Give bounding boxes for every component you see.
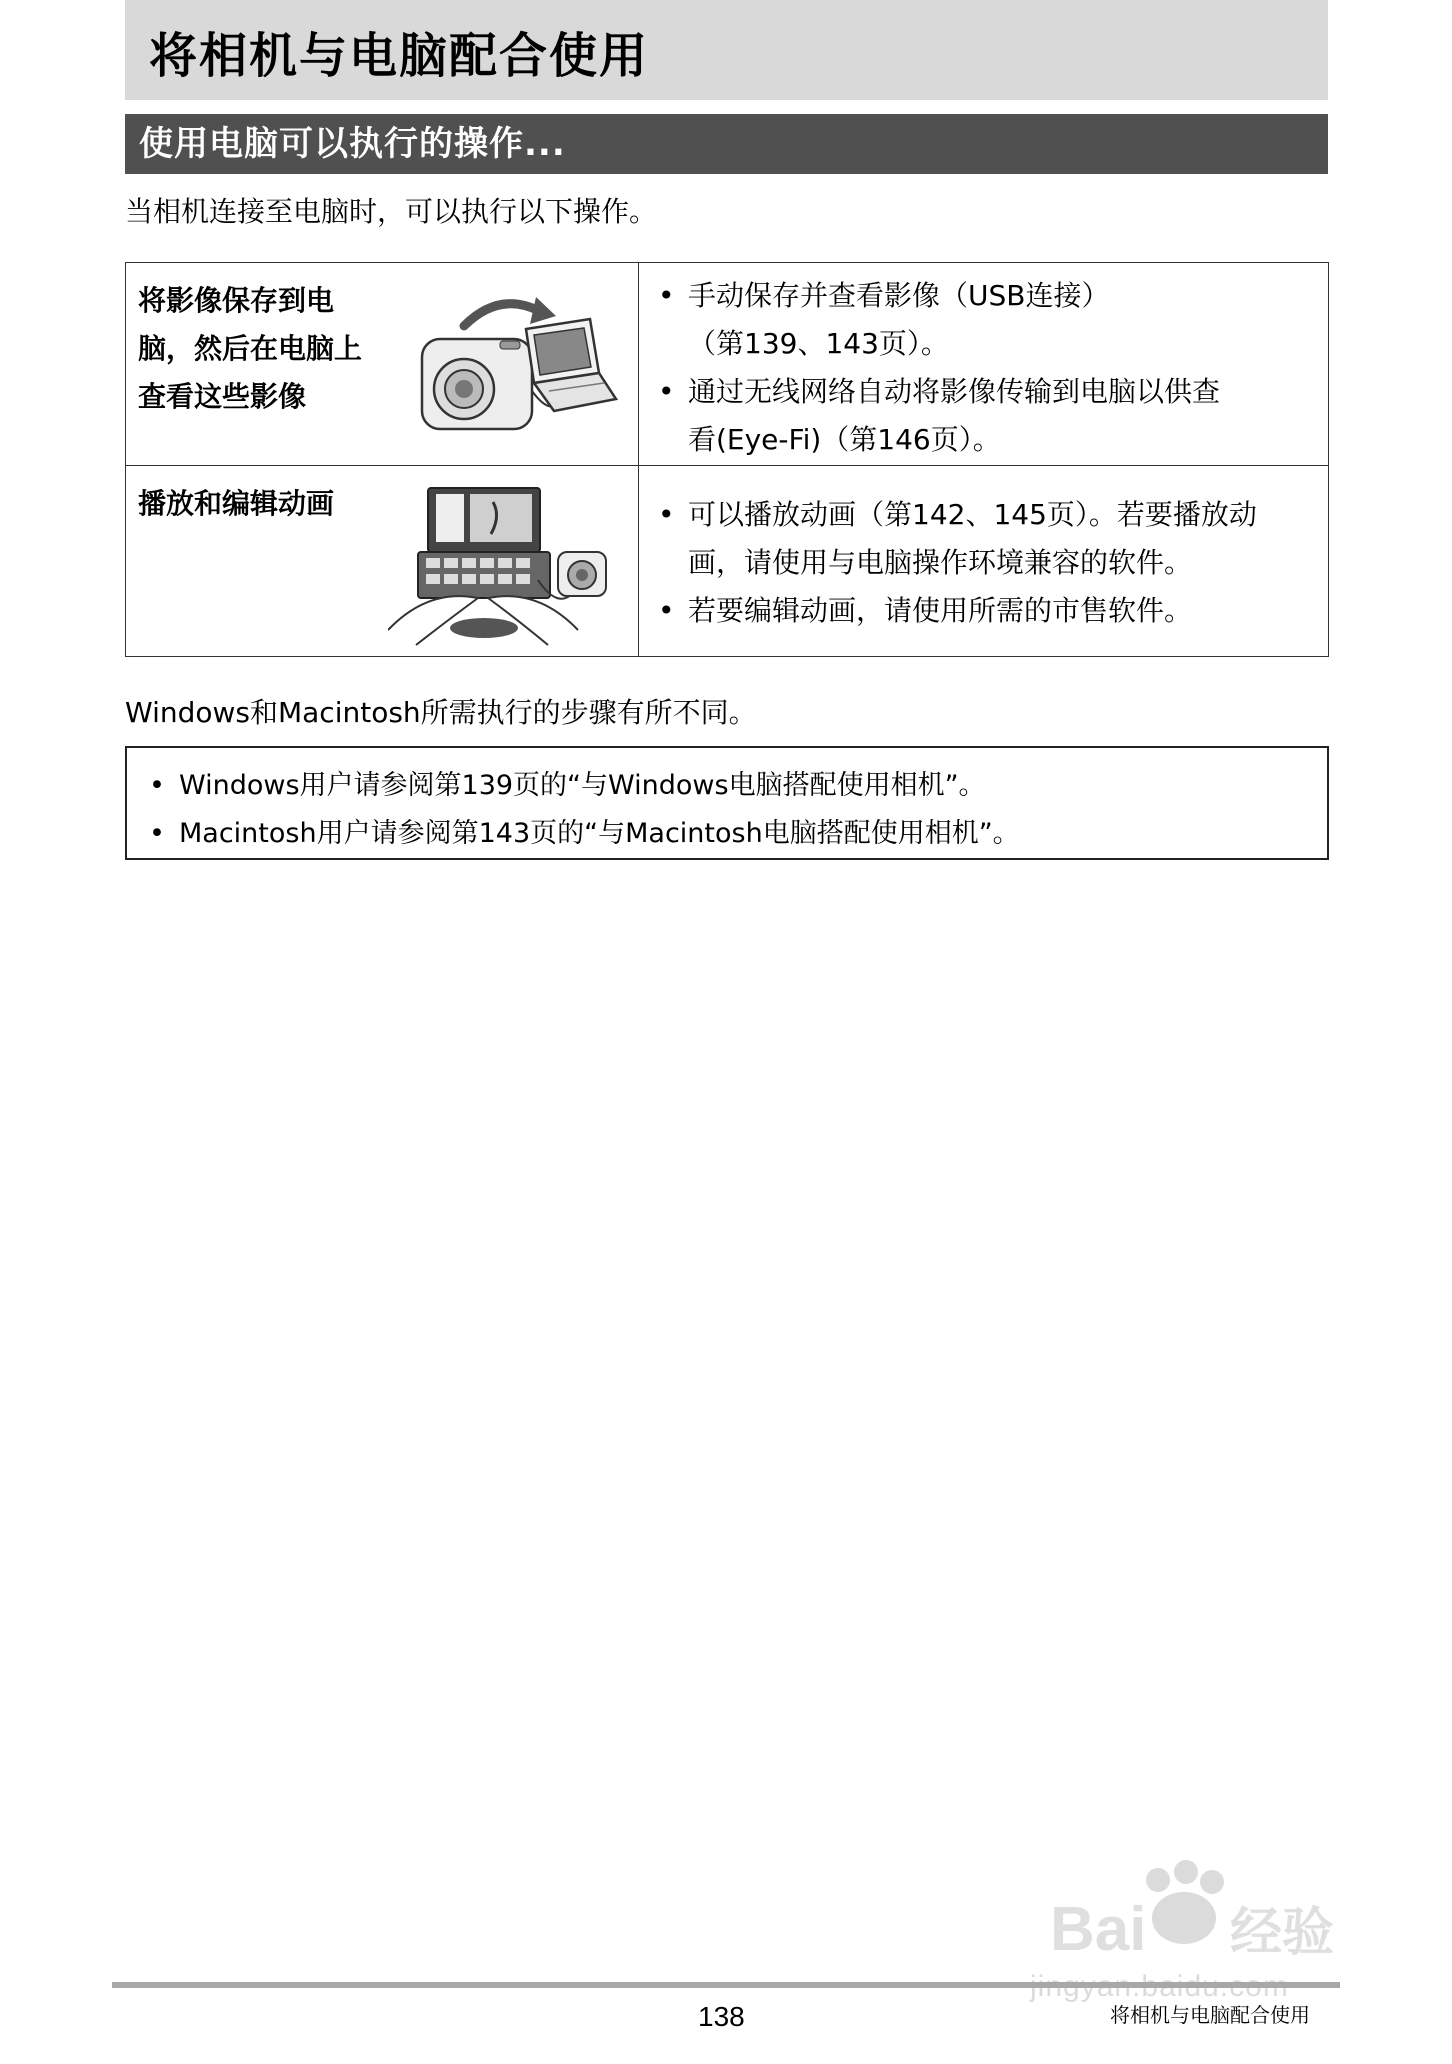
svg-text:经验: 经验 [1230, 1904, 1335, 1962]
feature-label: 播放和编辑动画 [138, 487, 335, 520]
list-item: • 若要编辑动画，请使用所需的市售软件。 [658, 594, 1193, 627]
reference-list [127, 748, 1327, 858]
feature-label: 将影像保存到电 脑，然后在电脑上 查看这些影像 [138, 284, 363, 413]
list-item: • 可以播放动画（第142、145页）。若要播放动 画，请使用与电脑操作环境兼容的软件。 [658, 498, 1257, 579]
section-header [125, 114, 1328, 174]
bullet-list [640, 467, 1327, 635]
svg-text:Bai: Bai [1050, 1895, 1147, 1964]
description-cell [639, 466, 1329, 657]
footer-divider [112, 1982, 1340, 1988]
page-title: 将相机与电脑配合使用 [149, 28, 650, 84]
reference-box [125, 746, 1329, 860]
operations-table [125, 262, 1329, 657]
feature-cell [126, 263, 639, 466]
page-header [125, 0, 1328, 100]
list-item: • Macintosh用户请参阅第143页的“与Macintosh电脑搭配使用相机”。 [149, 818, 1020, 849]
platform-note: Windows和Macintosh所需执行的步骤有所不同。 [125, 696, 757, 729]
laptop-editing-movie-icon [388, 480, 628, 650]
table-row [126, 466, 1329, 657]
section-title: 使用电脑可以执行的操作... [139, 124, 566, 164]
paw-logo-icon [1030, 1850, 1370, 1970]
page-number: 138 [698, 2001, 745, 2032]
list-item: • 通过无线网络自动将影像传输到电脑以供查 看(Eye-Fi)（第146页）。 [658, 375, 1221, 456]
bullet-list [640, 264, 1327, 464]
intro-text: 当相机连接至电脑时，可以执行以下操作。 [125, 195, 658, 228]
camera-to-laptop-icon [404, 281, 624, 446]
footer-section-title: 将相机与电脑配合使用 [1110, 2003, 1310, 2027]
description-cell [639, 263, 1329, 466]
list-item: • 手动保存并查看影像（USB连接） （第139、143页）。 [658, 279, 1110, 360]
table-row [126, 263, 1329, 466]
list-item: • Windows用户请参阅第139页的“与Windows电脑搭配使用相机”。 [149, 770, 986, 801]
feature-cell [126, 466, 639, 657]
